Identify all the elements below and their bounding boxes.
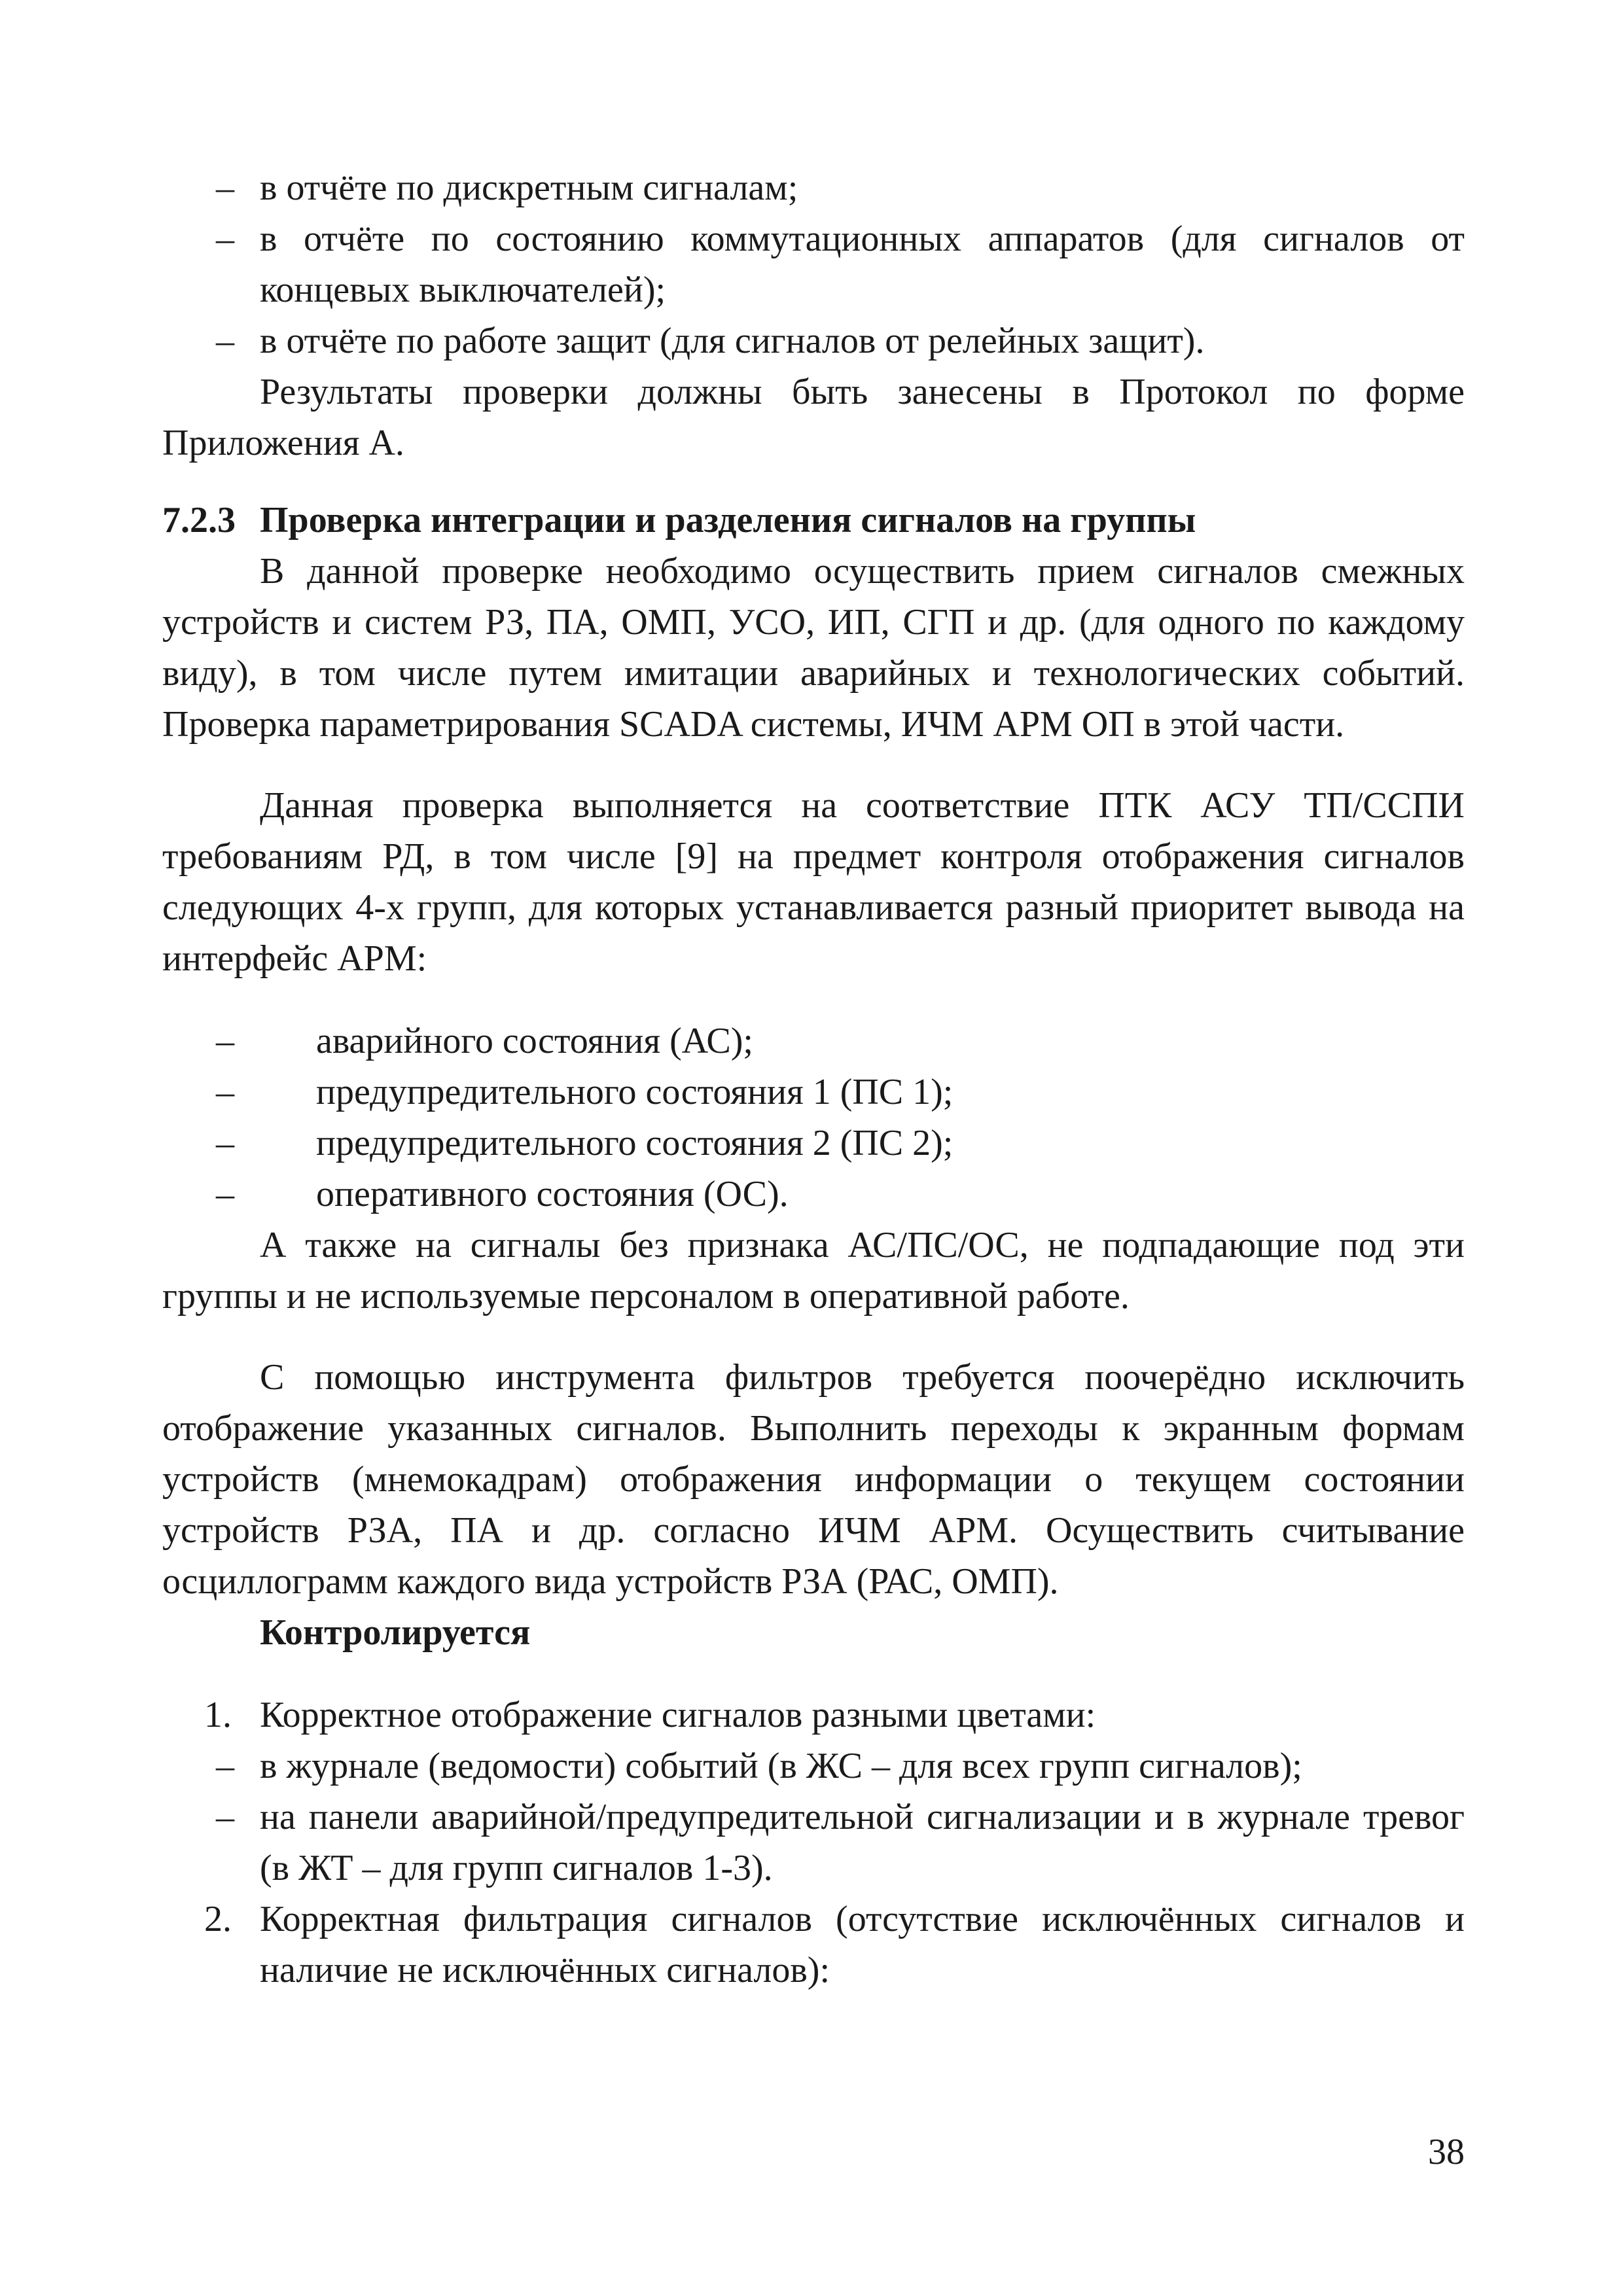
- controlled-list: [162, 1689, 1465, 1996]
- dash-bullet: –: [216, 1174, 234, 1214]
- intro-list-item-text: в отчёте по работе защит (для сигналов от релейных защит).: [260, 321, 1205, 361]
- paragraph-unflagged-signals: А также на сигналы без признака АС/ПС/ОС, не подпадающие под эти группы и не используемые персоналом в оперативной работе.: [162, 1225, 1465, 1316]
- results-paragraph: Результаты проверки должны быть занесены в Протокол по форме Приложения А.: [162, 372, 1465, 463]
- signal-group-item: [162, 1169, 1465, 1220]
- intro-list-item-text: в отчёте по состоянию коммутационных аппаратов (для сигналов от концевых выключателей);: [260, 219, 1465, 310]
- dash-bullet: –: [216, 219, 234, 259]
- controlled-subitem: [162, 1792, 1465, 1894]
- dash-bullet: –: [216, 1072, 234, 1112]
- controlled-item: [162, 1689, 1465, 1740]
- page-number: 38: [1428, 2132, 1465, 2172]
- signal-group-item: [162, 1067, 1465, 1118]
- controlled-item-text: Корректное отображение сигналов разными цветами:: [260, 1695, 1096, 1735]
- controlled-subitem-text: на панели аварийной/предупредительной сигнализации и в журнале тревог (в ЖТ – для групп сигналов 1-3).: [260, 1797, 1465, 1888]
- item-number: 1.: [204, 1695, 232, 1735]
- signal-group-text: предупредительного состояния 2 (ПС 2);: [316, 1123, 954, 1163]
- signal-group-text: предупредительного состояния 1 (ПС 1);: [316, 1072, 954, 1112]
- signal-groups-list: [162, 1016, 1465, 1220]
- paragraph-signal-reception: В данной проверке необходимо осуществить прием сигналов смежных устройств и систем РЗ, ПА, ОМП, УСО, ИП, СГП и др. (для одного по каждому виду), в том числе путем имитации аварийных и технологических событий. Проверка параметрирования SCADA системы, ИЧМ АРМ ОП в этой части.: [162, 551, 1465, 745]
- signal-group-text: оперативного состояния (ОС).: [316, 1174, 789, 1214]
- intro-list-item-text: в отчёте по дискретным сигналам;: [260, 168, 798, 208]
- intro-list-item: [162, 315, 1465, 366]
- section-number: 7.2.3: [162, 500, 236, 540]
- controlled-subitem: [162, 1740, 1465, 1792]
- page-body: [162, 162, 1465, 1996]
- dash-bullet: –: [216, 321, 234, 361]
- signal-group-item: [162, 1118, 1465, 1169]
- signal-group-text: аварийного состояния (АС);: [316, 1021, 753, 1061]
- controlled-item: [162, 1894, 1465, 1996]
- dash-bullet: –: [216, 168, 234, 208]
- item-number: 2.: [204, 1899, 232, 1939]
- paragraph-filter-tool: С помощью инструмента фильтров требуется поочерёдно исключить отображение указанных сигналов. Выполнить переходы к экранным формам устройств (мнемокадрам) отображения информации о текущем состоянии устройств РЗА, ПА и др. согласно ИЧМ АРМ. Осуществить считывание осциллограмм каждого вида устройств РЗА (РАС, ОМП).: [162, 1357, 1465, 1602]
- intro-list-item: [162, 213, 1465, 315]
- paragraph-compliance-check: Данная проверка выполняется на соответствие ПТК АСУ ТП/ССПИ требованиям РД, в том числе [9] на предмет контроля отображения сигналов следующих 4-х групп, для которых устанавливается разный приоритет вывода на интерфейс АРМ:: [162, 785, 1465, 979]
- controlled-subitem-text: в журнале (ведомости) событий (в ЖС – для всех групп сигналов);: [260, 1746, 1302, 1786]
- dash-bullet: –: [216, 1123, 234, 1163]
- signal-group-item: [162, 1016, 1465, 1067]
- dash-bullet: –: [216, 1797, 234, 1837]
- controlled-item-text: Корректная фильтрация сигналов (отсутствие исключённых сигналов и наличие не исключённых сигналов):: [260, 1899, 1465, 1990]
- section-heading: [162, 495, 1465, 546]
- controlled-heading: Контролируется: [260, 1612, 531, 1653]
- section-title: Проверка интеграции и разделения сигналов на группы: [260, 500, 1196, 540]
- intro-list-item: [162, 162, 1465, 213]
- dash-bullet: –: [216, 1021, 234, 1061]
- dash-bullet: –: [216, 1746, 234, 1786]
